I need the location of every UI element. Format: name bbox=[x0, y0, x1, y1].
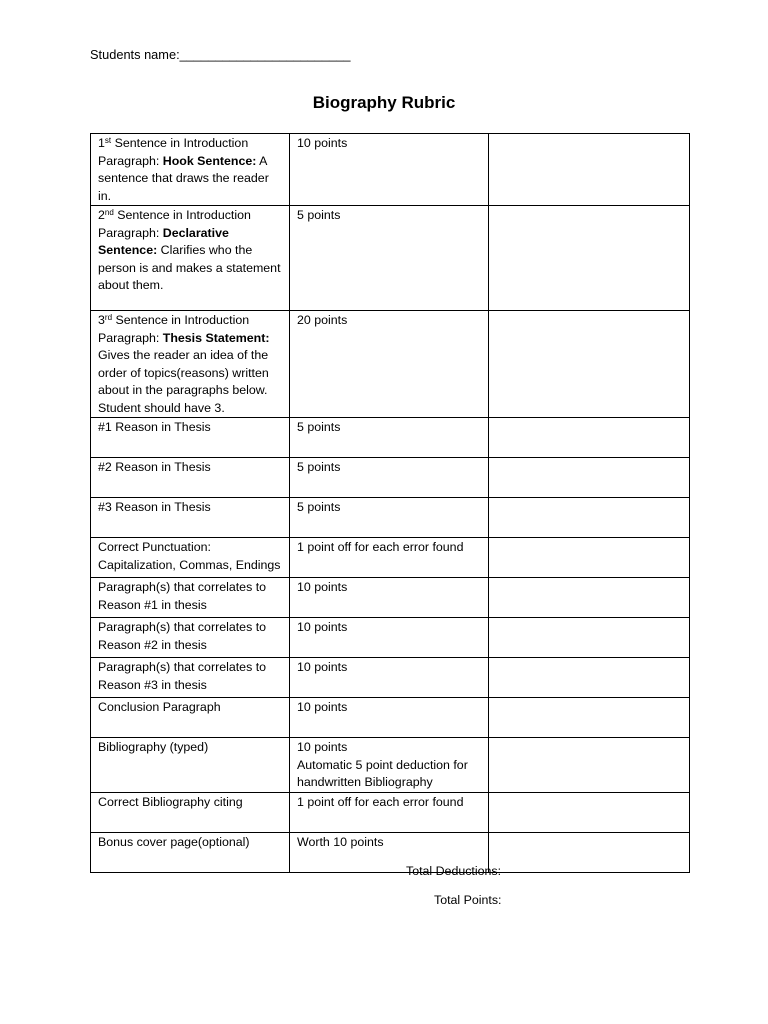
criterion-ordinal: 1 bbox=[98, 136, 105, 150]
table-row bbox=[91, 498, 690, 538]
points-value: 1 point off for each error found bbox=[297, 540, 464, 554]
table-row bbox=[91, 578, 690, 618]
criterion-cell bbox=[91, 618, 290, 658]
criterion-text: Bibliography (typed) bbox=[98, 740, 209, 754]
criterion-cell bbox=[91, 206, 290, 311]
criterion-ordinal-suffix: st bbox=[104, 136, 112, 145]
criterion-ordinal: 2 bbox=[98, 208, 105, 222]
criterion-cell bbox=[91, 418, 290, 458]
criterion-cell bbox=[91, 498, 290, 538]
points-cell bbox=[290, 418, 489, 458]
points-cell bbox=[290, 658, 489, 698]
table-row bbox=[91, 738, 690, 793]
points-value: 5 points bbox=[297, 500, 341, 514]
points-cell bbox=[290, 498, 489, 538]
points-cell bbox=[290, 458, 489, 498]
criterion-cell bbox=[91, 578, 290, 618]
criterion-keyword: Declarative Sentence: bbox=[98, 225, 229, 257]
points-value: 10 points bbox=[297, 580, 348, 594]
criterion-ordinal: 3 bbox=[98, 313, 105, 327]
score-cell[interactable] bbox=[489, 618, 690, 658]
score-cell[interactable] bbox=[489, 538, 690, 578]
points-value: 10 points bbox=[297, 136, 348, 150]
criterion-text: Paragraph(s) that correlates to Reason #2 in thesis bbox=[98, 620, 267, 652]
criterion-text: Correct Bibliography citing bbox=[98, 794, 243, 809]
score-cell[interactable] bbox=[489, 658, 690, 698]
score-cell[interactable] bbox=[489, 418, 690, 458]
points-cell bbox=[290, 618, 489, 658]
criterion-text: Sentence in Introduction Paragraph: bbox=[98, 136, 249, 168]
criterion-description: Gives the reader an idea of the order of topics(reasons) written about in the paragraphs below. Student should have 3. bbox=[98, 348, 269, 415]
points-cell bbox=[290, 698, 489, 738]
criterion-description: A sentence that draws the reader in. bbox=[98, 153, 269, 203]
criterion-cell bbox=[91, 738, 290, 793]
score-cell[interactable] bbox=[489, 134, 690, 206]
points-value: 10 points bbox=[297, 740, 348, 754]
points-note: Automatic 5 point deduction for handwritten Bibliography bbox=[297, 757, 468, 789]
points-cell bbox=[290, 738, 489, 793]
score-cell[interactable] bbox=[489, 832, 690, 872]
score-cell[interactable] bbox=[489, 698, 690, 738]
criterion-cell bbox=[91, 658, 290, 698]
table-row bbox=[91, 134, 690, 206]
points-value: 10 points bbox=[297, 700, 348, 714]
criterion-cell bbox=[91, 538, 290, 578]
points-value: 20 points bbox=[297, 313, 348, 327]
points-value: 5 points bbox=[297, 208, 341, 222]
criterion-cell bbox=[91, 832, 290, 872]
table-row bbox=[91, 618, 690, 658]
points-value: Worth 10 points bbox=[297, 834, 384, 849]
rubric-table bbox=[90, 133, 690, 873]
points-cell bbox=[290, 578, 489, 618]
points-cell bbox=[290, 792, 489, 832]
points-value: 10 points bbox=[297, 620, 348, 634]
page-title: Biography Rubric bbox=[312, 93, 456, 112]
criterion-text: Conclusion Paragraph bbox=[98, 700, 221, 714]
points-value: 10 points bbox=[297, 660, 348, 674]
score-cell[interactable] bbox=[489, 311, 690, 418]
criterion-text: Paragraph(s) that correlates to Reason #3 in thesis bbox=[98, 660, 267, 692]
criterion-cell bbox=[91, 698, 290, 738]
points-value: 5 points bbox=[297, 420, 341, 434]
criterion-text: Paragraph(s) that correlates to Reason #1 in thesis bbox=[98, 580, 267, 612]
points-value: 1 point off for each error found bbox=[297, 794, 464, 809]
points-cell bbox=[290, 206, 489, 311]
score-cell[interactable] bbox=[489, 206, 690, 311]
table-row bbox=[91, 698, 690, 738]
table-row bbox=[91, 658, 690, 698]
criterion-description: Clarifies who the person is and makes a statement about them. bbox=[98, 243, 281, 292]
table-row bbox=[91, 458, 690, 498]
criterion-cell bbox=[91, 134, 290, 206]
score-cell[interactable] bbox=[489, 458, 690, 498]
total-deductions-label: Total Deductions: bbox=[406, 864, 502, 878]
table-row bbox=[91, 792, 690, 832]
students-name-label: Students name: bbox=[90, 47, 180, 62]
criterion-text: Bonus cover page(optional) bbox=[98, 834, 250, 849]
criterion-text: Correct Punctuation: Capitalization, Commas, Endings bbox=[98, 540, 281, 572]
criterion-keyword: Hook Sentence: bbox=[162, 153, 257, 168]
students-name-blank[interactable]: ________________________ bbox=[179, 47, 351, 62]
table-row bbox=[91, 538, 690, 578]
criterion-ordinal-suffix: rd bbox=[104, 313, 113, 322]
criterion-cell bbox=[91, 458, 290, 498]
total-points-label: Total Points: bbox=[434, 893, 502, 907]
points-cell bbox=[290, 134, 489, 206]
score-cell[interactable] bbox=[489, 498, 690, 538]
criterion-cell bbox=[91, 311, 290, 418]
points-cell bbox=[290, 311, 489, 418]
points-value: 5 points bbox=[297, 460, 341, 474]
score-cell[interactable] bbox=[489, 578, 690, 618]
criterion-text: #1 Reason in Thesis bbox=[98, 420, 211, 434]
table-row bbox=[91, 206, 690, 311]
criterion-cell bbox=[91, 792, 290, 832]
criterion-keyword: Thesis Statement: bbox=[162, 330, 270, 345]
criterion-text: Sentence in Introduction Paragraph: bbox=[98, 313, 250, 345]
criterion-text: Sentence in Introduction Paragraph: bbox=[98, 208, 251, 240]
score-cell[interactable] bbox=[489, 792, 690, 832]
table-row bbox=[91, 418, 690, 458]
students-name-line bbox=[90, 46, 350, 64]
criterion-text: #2 Reason in Thesis bbox=[98, 460, 211, 474]
table-row bbox=[91, 832, 690, 872]
table-row bbox=[91, 311, 690, 418]
criterion-ordinal-suffix: nd bbox=[104, 208, 114, 217]
criterion-text: #3 Reason in Thesis bbox=[98, 500, 211, 514]
score-cell[interactable] bbox=[489, 738, 690, 793]
points-cell bbox=[290, 538, 489, 578]
